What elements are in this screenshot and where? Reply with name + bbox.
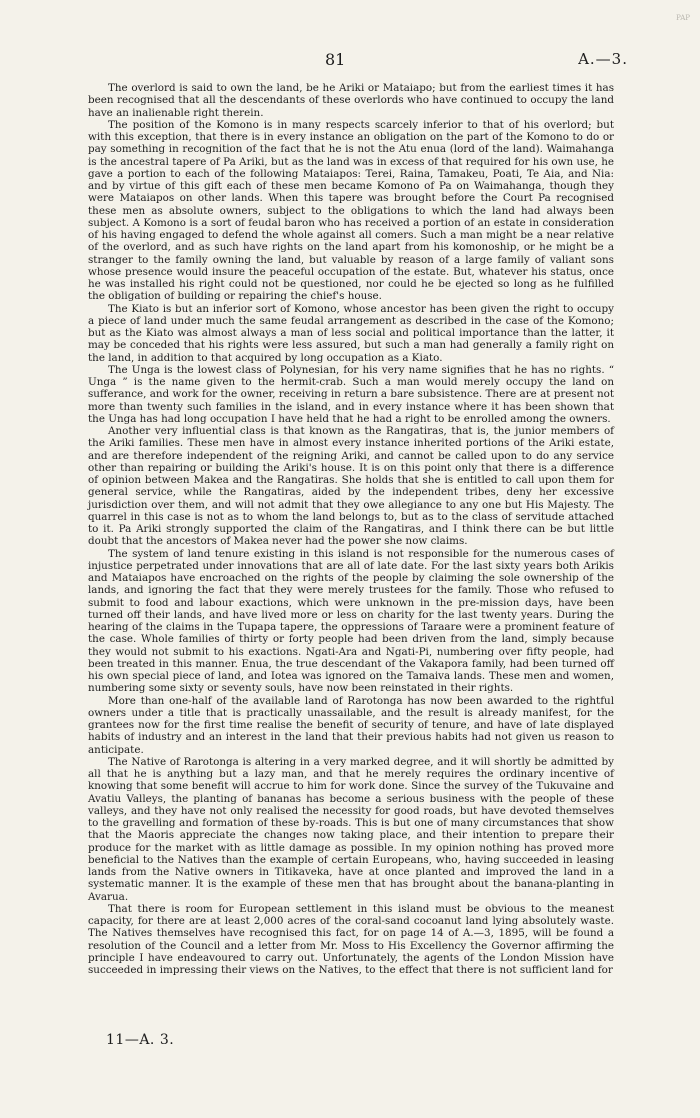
paragraph-unga: The Unga is the lowest class of Polynesian, for his very name signifies that he has no rights. “ Unga ” is the name given to the hermit-crab. Such a man would merely occupy the land on sufferance, and work for the owner, receiving in return a bare subsistence. There are at present not more than twenty such families in the island, and in every instance where it has been shown that the Unga has had long occupation I have held that he had a right to be enrolled among the owners. — [88, 363, 614, 425]
footer-signature: 11—A. 3. — [106, 1032, 175, 1048]
paragraph-land-tenure: The system of land tenure existing in this island is not responsible for the numerous cases of injustice perpetrated under innovations that are all of late date. For the last sixty years both Arikis and Mataiapos have encroached on the rights of the people by claiming the sole ownership of the lands, and ignoring the fact that they were merely trustees for the family. Those who refused to submit to food and labour exactions, which were unknown in the pre-mission days, have been turned off their lands, and have lived more or less on charity for the last twenty years. During the hearing of the claims in the Tupapa tapere, the oppressions of Taraare were a prominent feature of the case. Whole families of thirty or forty people had been driven from the land, simply because they would not submit to his exactions. Ngati-Ara and Ngati-Pi, numbering over fifty people, had been treated in this manner. Enua, the true descendant of the Vakapora family, had been turned off his own special piece of land, and Iotea was ignored on the Tamaiva lands. These men and women, numbering some sixty or seventy souls, have now been reinstated in their rights. — [88, 547, 614, 695]
paragraph-komono: The position of the Komono is in many respects scarcely inferior to that of his overlord; but with this exception, that there is in every instance an obligation on the part of the Komono to do or pay something in recognition of the fact that he is not the Atu enua (lord of the land). Waimahanga is the ancestral tapere of Pa Ariki, but as the land was in excess of that required for his own use, he gave a portion to each of the following Mataiapos: Terei, Raina, Tamakeu, Poati, Te Aia, and Nia: and by virtue of this gift each of these men became Komono of Pa on Waimahanga, though they were Mataiapos on other lands. When this tapere was brought before the Court Pa recognised these men as absolute owners, subject to the obligations to which the land had always been subject. A Komono is a sort of feudal baron who has received a portion of an estate in consideration of his having engaged to defend the whole against all comers. Such a man might be a near relative of the overlord, and as such have rights on the land apart from his komonoship, or he might be a stranger to the family owning the land, but valuable by reason of a large family of valiant sons whose presence would insure the peaceful occupation of the estate. But, whatever his status, once he was installed his right could not be questioned, nor could he be ejected so long as he fulfilled the obligation of building or repairing the chief's house. — [88, 118, 614, 303]
paragraph-native-industry: The Native of Rarotonga is altering in a very marked degree, and it will shortly be admitted by all that he is anything but a lazy man, and that he merely requires the ordinary incentive of knowing that some benefit will accrue to him for work done. Since the survey of the Tukuvaine and Avatiu Valleys, the planting of bananas has become a serious business with the people of these valleys, and they have not only realised the necessity for good roads, but have devoted themselves to the gravelling and formation of these by-roads. This is but one of many circumstances that show that the Maoris appreciate the changes now taking place, and their intention to prepare their produce for the market with as little damage as possible. In my opinion nothing has proved more beneficial to the Natives than the example of certain Europeans, who, having succeeded in leasing lands from the Native owners in Titikaveka, have at once planted and improved the land in a systematic manner. It is the example of these men that has brought about the banana-planting in Avarua. — [88, 755, 614, 903]
paragraph-rangatiras: Another very influential class is that known as the Rangatiras, that is, the junior members of the Ariki families. These men have in almost every instance inherited portions of the Ariki estate, and are therefore independent of the reigning Ariki, and cannot be called upon to do any service other than repairing or building the Ariki's house. It is on this point only that there is a difference of opinion between Makea and the Rangatiras. She holds that she is entitled to call upon them for general service, while the Rangatiras, aided by the independent tribes, deny her excessive jurisdiction over them, and will not admit that they owe allegiance to any one but His Majesty. The quarrel in this case is not as to whom the land belongs to, but as to the class of servitude attached to it. Pa Ariki strongly supported the claim of the Rangatiras, and I think there can be but little doubt that the ancestors of Makea never had the power she now claims. — [88, 425, 614, 548]
page-number: 81 — [325, 50, 346, 69]
paragraph-european-settlement: That there is room for European settlement in this island must be obvious to the meanest capacity, for there are at least 2,000 acres of the coral-sand cocoanut land lying absolutely waste. The Natives themselves have recognised this fact, for on page 14 of A.—3, 1895, will be found a resolution of the Council and a letter from Mr. Moss to His Excellency the Governor affirming the principle I have endeavoured to carry out. Unfortunately, the agents of the London Mission have succeeded in impressing their views on the Natives, to the effect that there is not sufficient land for — [88, 902, 614, 976]
corner-stamp: PAP — [676, 14, 690, 22]
paragraph-land-awarded: More than one-half of the available land of Rarotonga has now been awarded to the rightful owners under a title that is practically unassailable, and the result is already manifest, for the grantees now for the first time realise the benefit of security of tenure, and have of late displayed habits of industry and an interest in the land that their previous habits had not given us reason to anticipate. — [88, 694, 614, 756]
body-text — [88, 82, 614, 976]
page-header — [0, 50, 700, 74]
document-reference: A.—3. — [578, 50, 628, 68]
paragraph-kiato: The Kiato is but an inferior sort of Komono, whose ancestor has been given the right to occupy a piece of land under much the same feudal arrangement as described in the case of the Komono; but as the Kiato was almost always a man of less social and political importance than the latter, it may be conceded that his rights were less assured, but such a man had generally a family right on the land, in addition to that acquired by long occupation as a Kiato. — [88, 302, 614, 364]
paragraph-overlord: The overlord is said to own the land, be he Ariki or Mataiapo; but from the earliest times it has been recognised that all the descendants of these overlords who have continued to occupy the land have an inalienable right therein. — [88, 82, 614, 119]
